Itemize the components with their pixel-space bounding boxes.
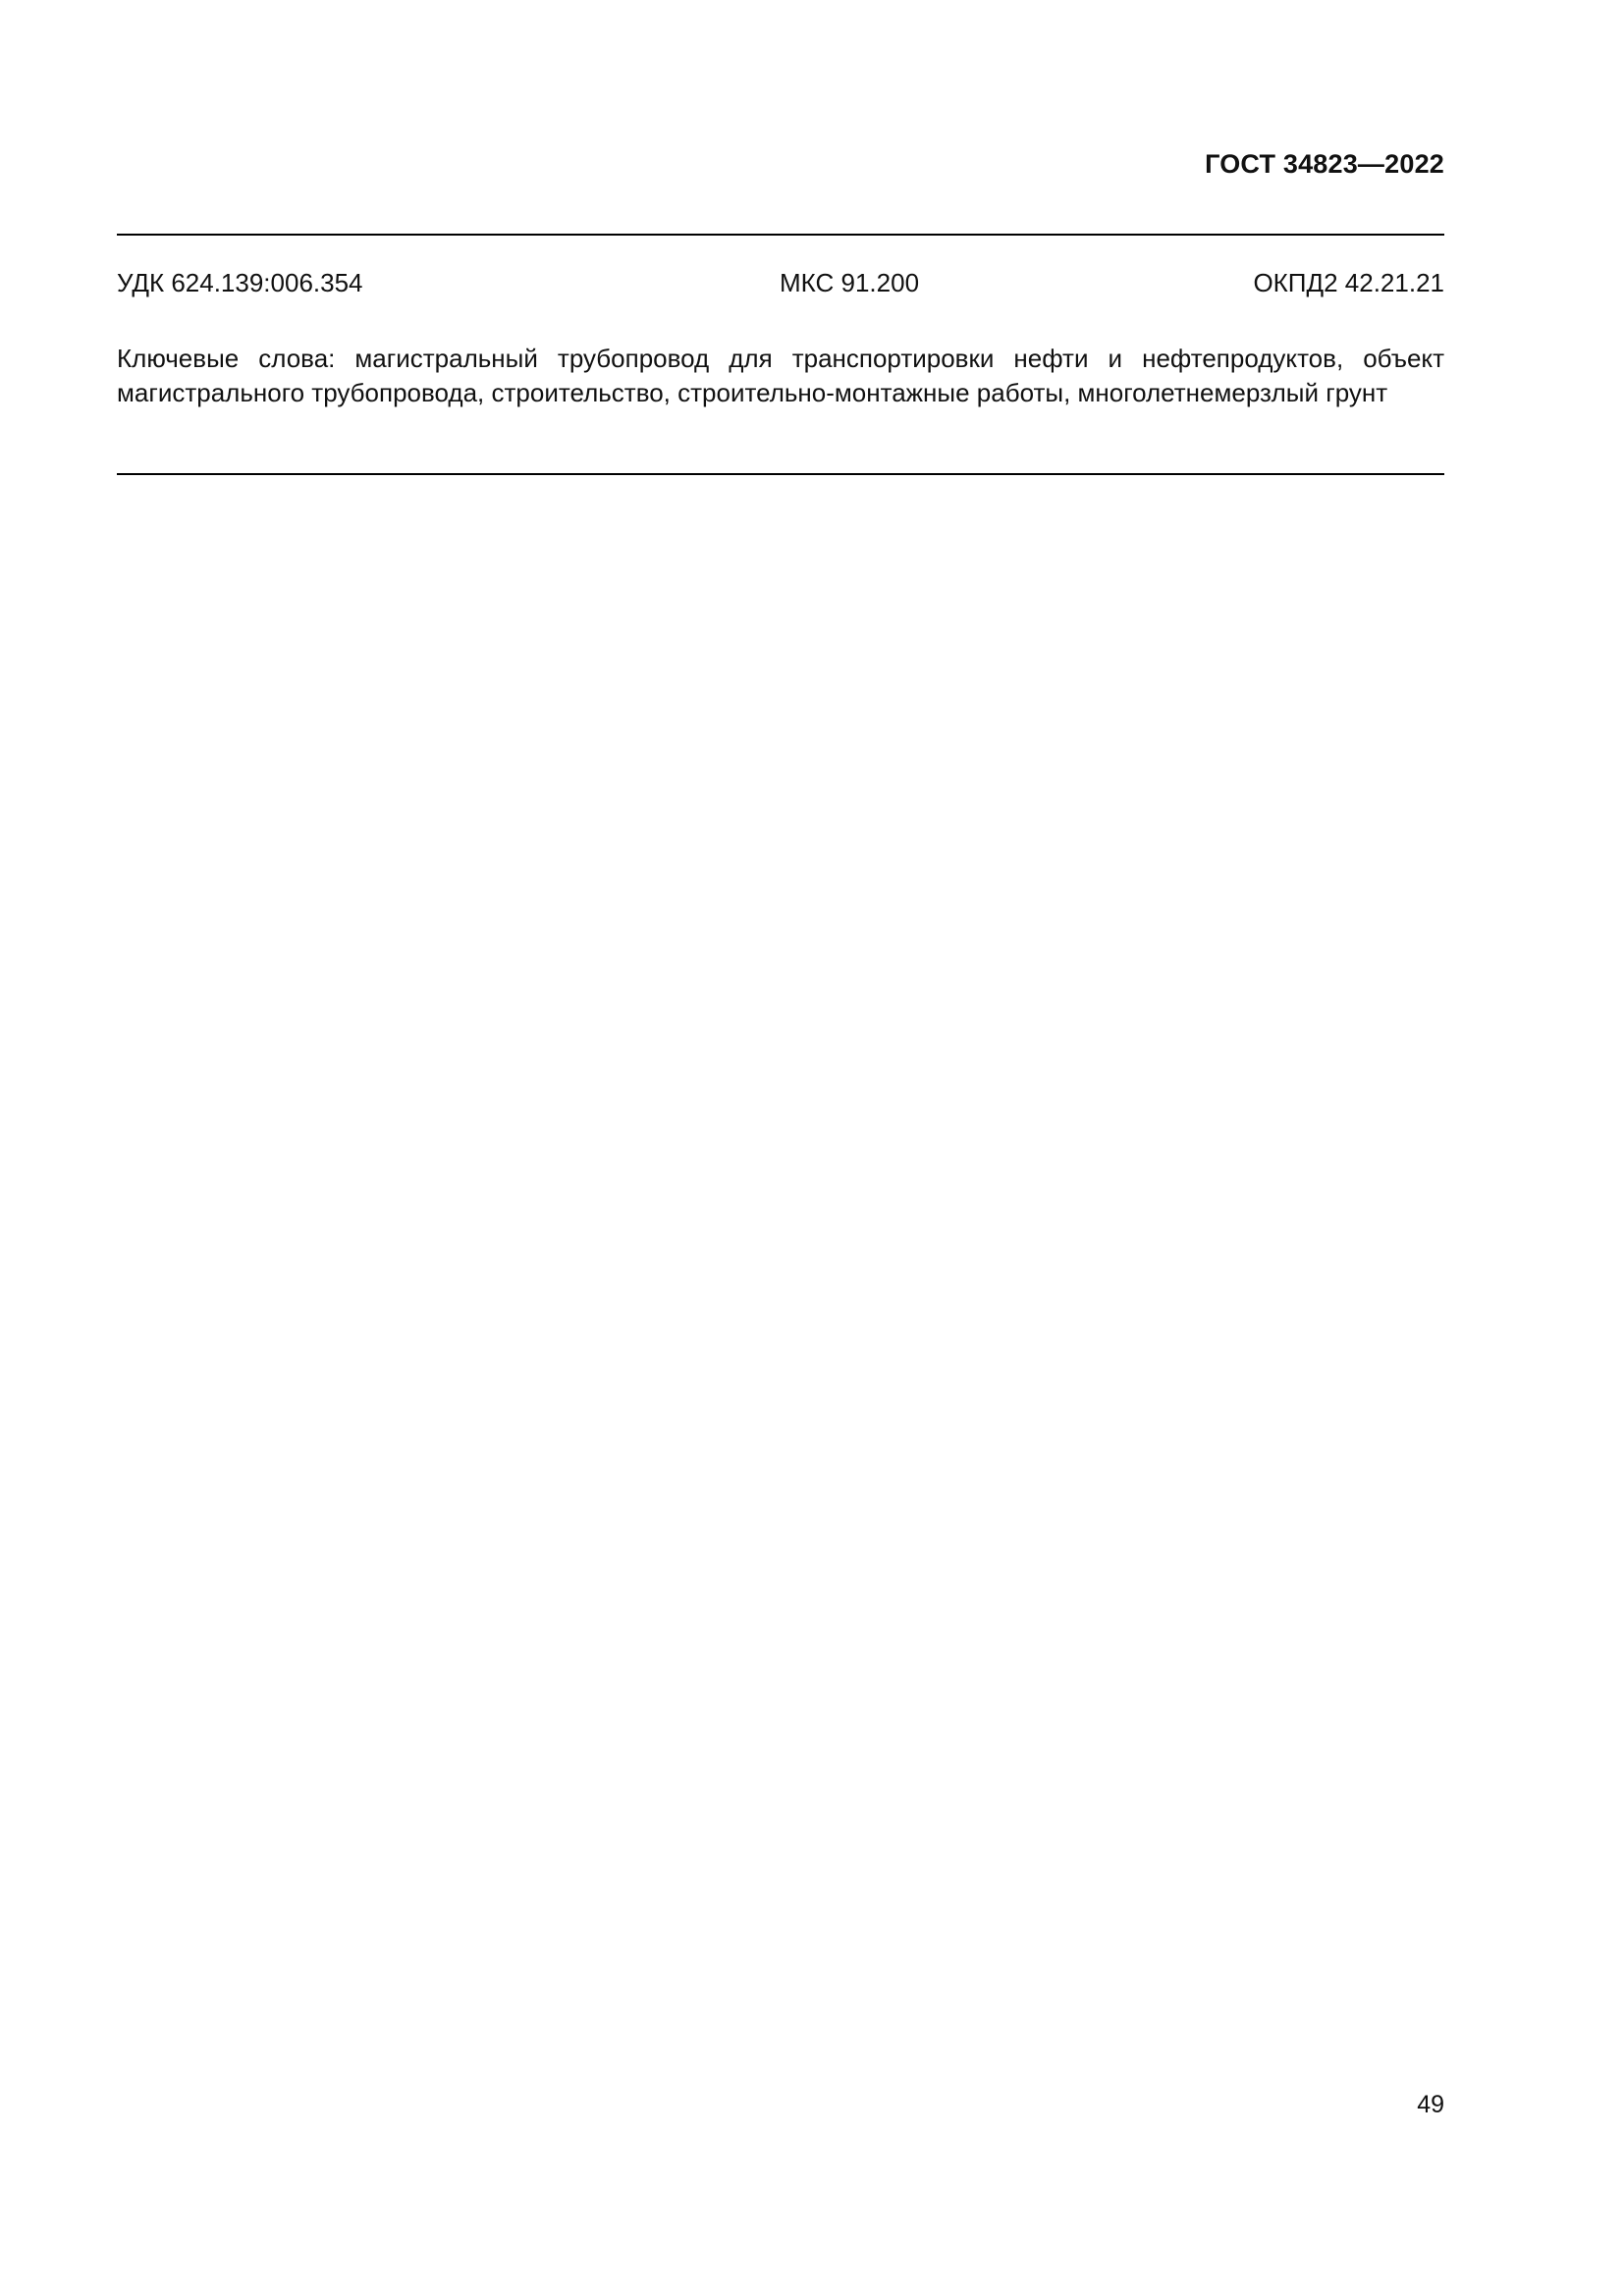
classification-codes-row [117,268,1444,303]
standard-number-header: ГОСТ 34823—2022 [1205,149,1444,179]
top-divider [117,234,1444,236]
bottom-divider [117,473,1444,475]
keywords-paragraph: Ключевые слова: магистральный трубопровод для транспортировки нефти и нефтепродуктов, объект магистрального трубопровода, строительство, строительно-монтажные работы, многолетнемерзлый грунт [117,344,1444,407]
mks-code: МКС 91.200 [780,268,920,297]
okpd-code: ОКПД2 42.21.21 [1253,268,1444,297]
udk-code: УДК 624.139:006.354 [117,268,363,297]
page-number: 49 [1417,2091,1444,2118]
